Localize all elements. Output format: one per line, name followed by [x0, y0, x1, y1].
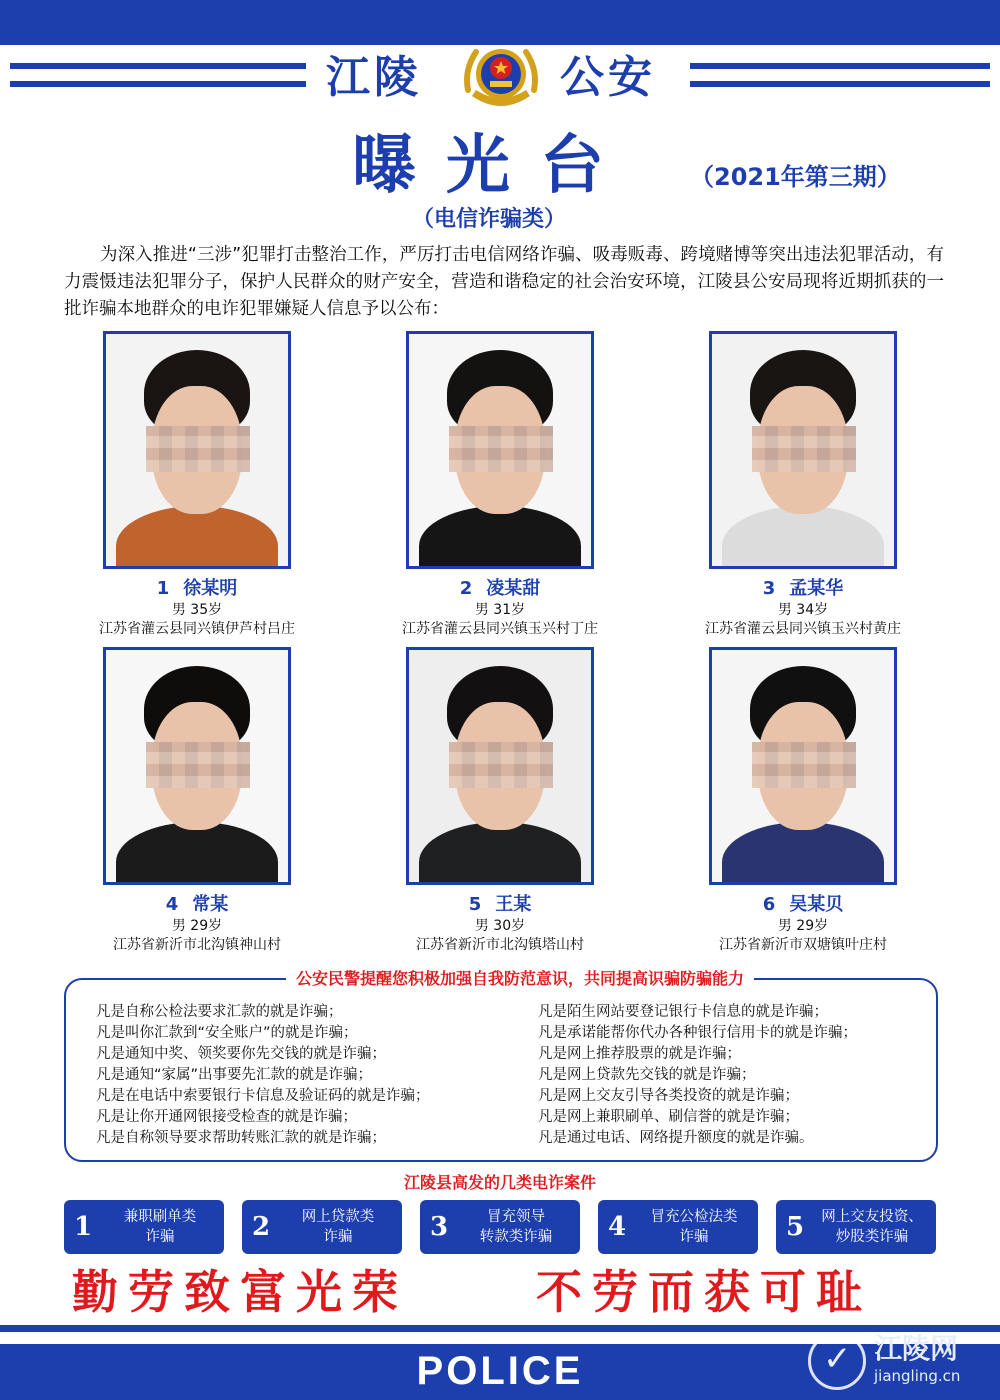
reminder-item: 凡是网上交友引导各类投资的就是诈骗； — [538, 1088, 799, 1104]
suspect-photo — [709, 647, 897, 885]
suspect-number: 4 — [165, 894, 179, 915]
suspect-name: 徐某明 — [183, 578, 238, 599]
suspect-info: 男 31岁 — [474, 602, 526, 618]
issue-label: （2021年第三期） — [690, 163, 901, 191]
suspect-card — [47, 647, 347, 955]
suspect-address: 江苏省灌云县同兴镇伊芦村吕庄 — [99, 621, 295, 637]
suspect-name-line — [653, 893, 953, 917]
suspect-name: 孟某华 — [789, 578, 844, 599]
suspect-photo — [709, 331, 897, 569]
reminder-list-right — [538, 1002, 857, 1149]
reminder-item: 凡是网上兼职刷单、刷信誉的就是诈骗； — [538, 1109, 799, 1125]
case-type-label: 兼职刷单类 诈骗 — [123, 1209, 197, 1245]
reminder-item: 凡是网上贷款先交钱的就是诈骗； — [538, 1067, 756, 1083]
case-type-box — [420, 1200, 580, 1254]
suspect-photo — [103, 647, 291, 885]
face-mosaic-overlay — [752, 742, 856, 788]
suspect-card — [653, 647, 953, 955]
reminder-item: 凡是叫你汇款到“安全账户”的就是诈骗； — [96, 1025, 358, 1041]
suspect-card — [47, 331, 347, 639]
suspect-info: 男 30岁 — [474, 918, 526, 934]
header-stripe — [10, 81, 306, 87]
reminder-item: 凡是自称公检法要求汇款的就是诈骗； — [96, 1004, 343, 1020]
reminder-box — [64, 969, 938, 1162]
reminder-item: 凡是自称领导要求帮助转账汇款的就是诈骗； — [96, 1130, 386, 1146]
reminder-item: 凡是陌生网站要登记银行卡信息的就是诈骗； — [538, 1004, 828, 1020]
suspect-name-line — [653, 577, 953, 601]
case-type-number: 4 — [608, 1212, 627, 1242]
suspect-card — [350, 647, 650, 955]
suspect-photo — [406, 647, 594, 885]
case-type-box — [776, 1200, 936, 1254]
police-label: POLICE — [416, 1349, 584, 1393]
suspect-address: 江苏省新沂市北沟镇塔山村 — [416, 937, 584, 953]
suspect-address: 江苏省灌云县同兴镇玉兴村丁庄 — [402, 621, 598, 637]
category-label: （电信诈骗类） — [412, 207, 567, 232]
suspect-name-line — [350, 577, 650, 601]
brand-right: 公安 — [560, 52, 656, 103]
suspect-info: 男 29岁 — [171, 918, 223, 934]
suspect-address: 江苏省新沂市双塘镇叶庄村 — [719, 937, 887, 953]
suspect-name: 凌某甜 — [486, 578, 541, 599]
face-mosaic-overlay — [146, 742, 250, 788]
face-mosaic-overlay — [449, 742, 553, 788]
police-emblem-icon — [460, 38, 542, 116]
case-type-number: 3 — [430, 1212, 449, 1242]
brand-left: 江陵 — [326, 52, 422, 103]
header-stripe — [690, 81, 990, 87]
suspect-info: 男 35岁 — [171, 602, 223, 618]
slogan-left: 勤劳致富光荣 — [72, 1265, 408, 1319]
suspect-name-line — [47, 893, 347, 917]
case-type-label: 冒充公检法类 诈骗 — [650, 1209, 738, 1245]
intro-paragraph: 为深入推进“三涉”犯罪打击整治工作，严厉打击电信网络诈骗、吸毒贩毒、跨境赌博等突出违法犯罪活动，有力震慑违法犯罪分子，保护人民群众的财产安全，营造和谐稳定的社会治安环境，江陵县公安局现将近期抓获的一批诈骗本地群众的电诈犯罪嫌疑人信息予以公布： — [64, 245, 944, 319]
case-type-number: 2 — [252, 1212, 271, 1242]
case-type-box — [598, 1200, 758, 1254]
reminder-item: 凡是通知中奖、领奖要你先交钱的就是诈骗； — [96, 1046, 386, 1062]
suspect-photo — [103, 331, 291, 569]
suspect-number: 6 — [762, 894, 776, 915]
suspect-number: 3 — [762, 578, 776, 599]
suspect-name: 王某 — [495, 894, 532, 915]
case-type-number: 5 — [786, 1212, 805, 1242]
face-mosaic-overlay — [449, 426, 553, 472]
suspect-info: 男 29岁 — [777, 918, 829, 934]
suspect-name-line — [47, 577, 347, 601]
suspect-number: 5 — [468, 894, 482, 915]
suspect-card — [653, 331, 953, 639]
case-type-label: 网上贷款类 诈骗 — [301, 1209, 375, 1245]
watermark-domain: jiangling.cn — [874, 1367, 961, 1385]
suspect-name: 吴某贝 — [789, 894, 844, 915]
reminder-item: 凡是通知“家属”出事要先汇款的就是诈骗； — [96, 1067, 373, 1083]
case-types-title: 江陵县高发的几类电诈案件 — [403, 1173, 596, 1192]
face-mosaic-overlay — [146, 426, 250, 472]
case-type-box — [64, 1200, 224, 1254]
suspect-number: 1 — [156, 578, 170, 599]
slogan-right: 不劳而获可耻 — [536, 1265, 872, 1319]
case-type-label: 网上交友投资、 炒股类诈骗 — [821, 1209, 923, 1245]
face-mosaic-overlay — [752, 426, 856, 472]
suspect-name-line — [350, 893, 650, 917]
reminder-item: 凡是让你开通网银接受检查的就是诈骗； — [96, 1109, 357, 1125]
watermark-logo-icon — [808, 1332, 866, 1390]
watermark-text: 江陵网 — [874, 1332, 959, 1365]
suspect-number: 2 — [459, 578, 473, 599]
suspect-address: 江苏省灌云县同兴镇玉兴村黄庄 — [705, 621, 901, 637]
reminder-title: 公安民警提醒您积极加强自我防范意识，共同提高识骗防骗能力 — [286, 968, 754, 990]
reminder-item: 凡是承诺能帮你代办各种银行信用卡的就是诈骗； — [538, 1025, 857, 1041]
case-type-number: 1 — [74, 1212, 93, 1242]
case-type-box — [242, 1200, 402, 1254]
reminder-item: 凡是在电话中索要银行卡信息及验证码的就是诈骗； — [96, 1088, 430, 1104]
suspect-address: 江苏省新沂市北沟镇神山村 — [113, 937, 281, 953]
reminder-item: 凡是通过电话、网络提升额度的就是诈骗。 — [538, 1130, 814, 1146]
header-stripe — [690, 63, 990, 69]
reminder-item: 凡是网上推荐股票的就是诈骗； — [538, 1046, 741, 1062]
suspect-name: 常某 — [192, 894, 229, 915]
suspect-photo — [406, 331, 594, 569]
site-watermark — [808, 1330, 988, 1394]
suspect-info: 男 34岁 — [777, 602, 829, 618]
header-stripe — [10, 63, 306, 69]
reminder-list-left — [96, 1002, 430, 1149]
page-title: 曝光台 — [352, 129, 634, 203]
suspect-card — [350, 331, 650, 639]
case-type-label: 冒充领导 转款类诈骗 — [479, 1209, 553, 1245]
